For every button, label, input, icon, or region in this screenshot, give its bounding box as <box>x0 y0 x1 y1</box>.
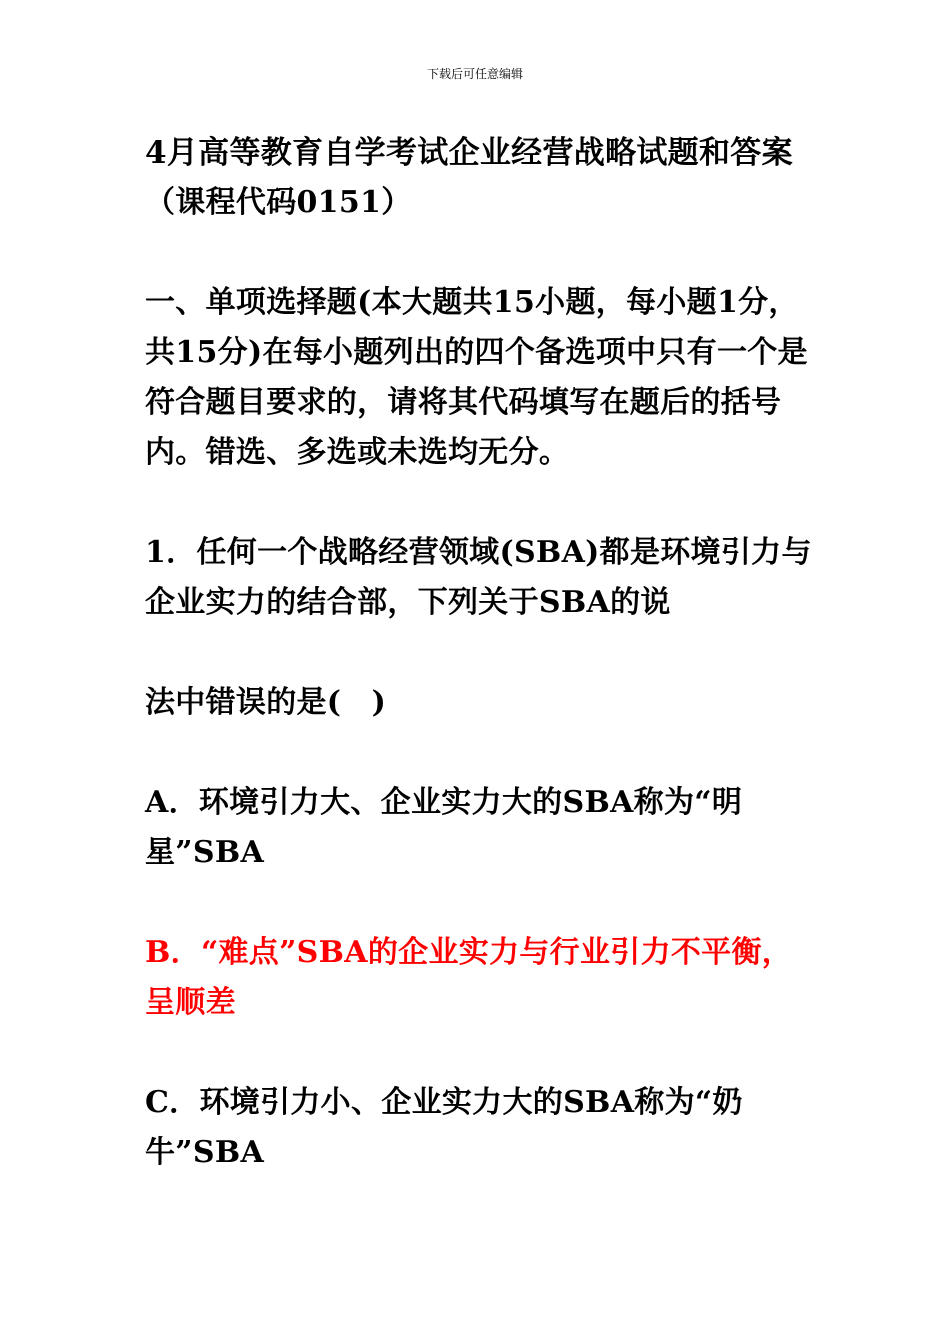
spacer <box>145 878 817 928</box>
header-note: 下载后可任意编辑 <box>426 67 523 81</box>
spacer <box>145 728 817 778</box>
spacer <box>145 228 817 278</box>
spacer <box>145 478 817 528</box>
document-title: 4月高等教育自学考试企业经营战略试题和答案 <box>145 135 793 171</box>
course-code: （课程代码0151） <box>145 185 412 220</box>
document-body <box>145 128 817 1178</box>
spacer <box>145 628 817 678</box>
option-b-highlighted-answer: B．“难点”SBA的企业实力与行业引力不平衡，呈顺差 <box>145 935 793 1020</box>
question-1-stem-continued: 法中错误的是( ) <box>145 685 387 720</box>
section-instructions: 一、单项选择题(本大题共15小题，每小题1分，共15分)在每小题列出的四个备选项中只有一个是符合题目要求的，请将其代码填写在题后的括号内。错选、多选或未选均无分。 <box>145 285 808 470</box>
question-1-stem: 1．任何一个战略经营领域(SBA)都是环境引力与企业实力的结合部，下列关于SBA的说 <box>145 535 812 620</box>
spacer <box>145 1028 817 1078</box>
option-a: A．环境引力大、企业实力大的SBA称为“明星”SBA <box>145 785 743 870</box>
option-c: C．环境引力小、企业实力大的SBA称为“奶牛”SBA <box>145 1085 743 1170</box>
